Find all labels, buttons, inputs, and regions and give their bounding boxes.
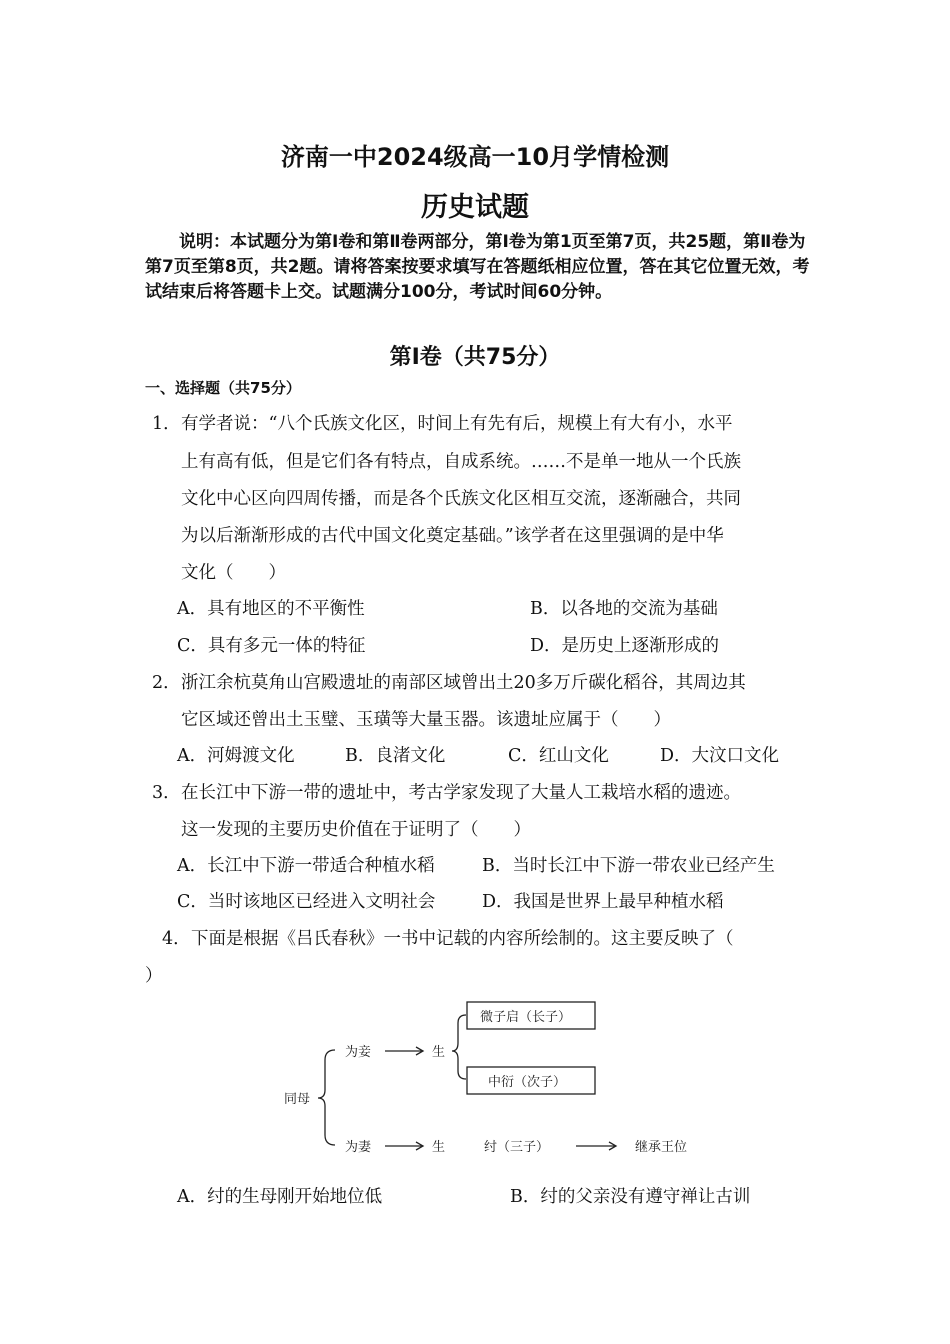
option-d[interactable]: D．我国是世界上最早种植水稻 bbox=[482, 892, 724, 912]
question-text-line: 有学者说：“八个氏族文化区，时间上有先有后，规模上有大有小，水平 bbox=[181, 414, 733, 434]
option-a[interactable]: A．河姆渡文化 bbox=[177, 746, 295, 766]
option-a[interactable]: A．纣的生母刚开始地位低 bbox=[177, 1187, 383, 1207]
option-b[interactable]: B．当时长江中下游一带农业已经产生 bbox=[482, 856, 775, 876]
lineage-diagram bbox=[270, 995, 730, 1165]
diagram-born-top: 生 bbox=[432, 1045, 446, 1060]
diagram-branch-bottom: 为妻 bbox=[345, 1140, 372, 1155]
diagram-child-2: 中衍（次子） bbox=[488, 1075, 567, 1090]
option-c[interactable]: C．红山文化 bbox=[508, 746, 609, 766]
question-text-line: 上有高有低，但是它们各有特点，自成系统。……不是单一地从一个氏族 bbox=[181, 452, 741, 472]
question-text-line: 这一发现的主要历史价值在于证明了（ ） bbox=[181, 820, 531, 840]
volume-heading: 第Ⅰ卷（共75分） bbox=[389, 345, 561, 370]
question-text-line: 文化（ ） bbox=[181, 563, 286, 583]
option-c[interactable]: C．具有多元一体的特征 bbox=[177, 636, 366, 656]
exam-subtitle: 历史试题 bbox=[421, 192, 529, 223]
question-text-line: 它区域还曾出土玉璧、玉璜等大量玉器。该遗址应属于（ ） bbox=[181, 710, 671, 730]
diagram-child-3: 纣（三子） bbox=[484, 1140, 550, 1155]
diagram-child-1: 微子启（长子） bbox=[480, 1010, 572, 1025]
question-number: 4． bbox=[162, 929, 191, 949]
question-number: 3． bbox=[152, 783, 181, 803]
question-text-line: 为以后渐渐形成的古代中国文化奠定基础。”该学者在这里强调的是中华 bbox=[181, 526, 724, 546]
option-a[interactable]: A．具有地区的不平衡性 bbox=[177, 599, 365, 619]
question-number: 2． bbox=[152, 673, 181, 693]
section-heading: 一、选择题（共75分） bbox=[145, 379, 301, 397]
question-text-line: ） bbox=[145, 966, 163, 986]
option-d[interactable]: D．大汶口文化 bbox=[660, 746, 780, 766]
option-b[interactable]: B．纣的父亲没有遵守禅让古训 bbox=[510, 1187, 751, 1207]
exam-instructions: 说明：本试题分为第Ⅰ卷和第Ⅱ卷两部分，第Ⅰ卷为第1页至第7页，共25题，第Ⅱ卷为第7页至第8页，共2题。请将答案按要求填写在答题纸相应位置，答在其它位置无效，考试结束后将答题卡上交。试题满分100分，考试时间60分钟。 bbox=[145, 232, 810, 302]
exam-title: 济南一中2024级高一10月学情检测 bbox=[280, 143, 670, 171]
diagram-result: 继承王位 bbox=[635, 1140, 688, 1155]
option-c[interactable]: C．当时该地区已经进入文明社会 bbox=[177, 892, 436, 912]
question-text-line: 浙江余杭莫角山宫殿遗址的南部区域曾出土20多万斤碳化稻谷，其周边其 bbox=[181, 673, 746, 693]
option-b[interactable]: B．良渚文化 bbox=[345, 746, 446, 766]
diagram-branch-top: 为妾 bbox=[345, 1045, 372, 1060]
option-d[interactable]: D．是历史上逐渐形成的 bbox=[530, 636, 720, 656]
diagram-born-bottom: 生 bbox=[432, 1140, 446, 1155]
question-number: 1． bbox=[152, 414, 181, 434]
question-text-line: 文化中心区向四周传播，而是各个氏族文化区相互交流，逐渐融合，共同 bbox=[181, 489, 741, 509]
option-a[interactable]: A．长江中下游一带适合种植水稻 bbox=[177, 856, 435, 876]
question-text-line: 在长江中下游一带的遗址中，考古学家发现了大量人工栽培水稻的遗迹。 bbox=[181, 783, 741, 803]
option-b[interactable]: B．以各地的交流为基础 bbox=[530, 599, 718, 619]
diagram-root: 同母 bbox=[284, 1092, 311, 1107]
question-text-line: 下面是根据《吕氏春秋》一书中记载的内容所绘制的。这主要反映了（ bbox=[191, 929, 734, 949]
